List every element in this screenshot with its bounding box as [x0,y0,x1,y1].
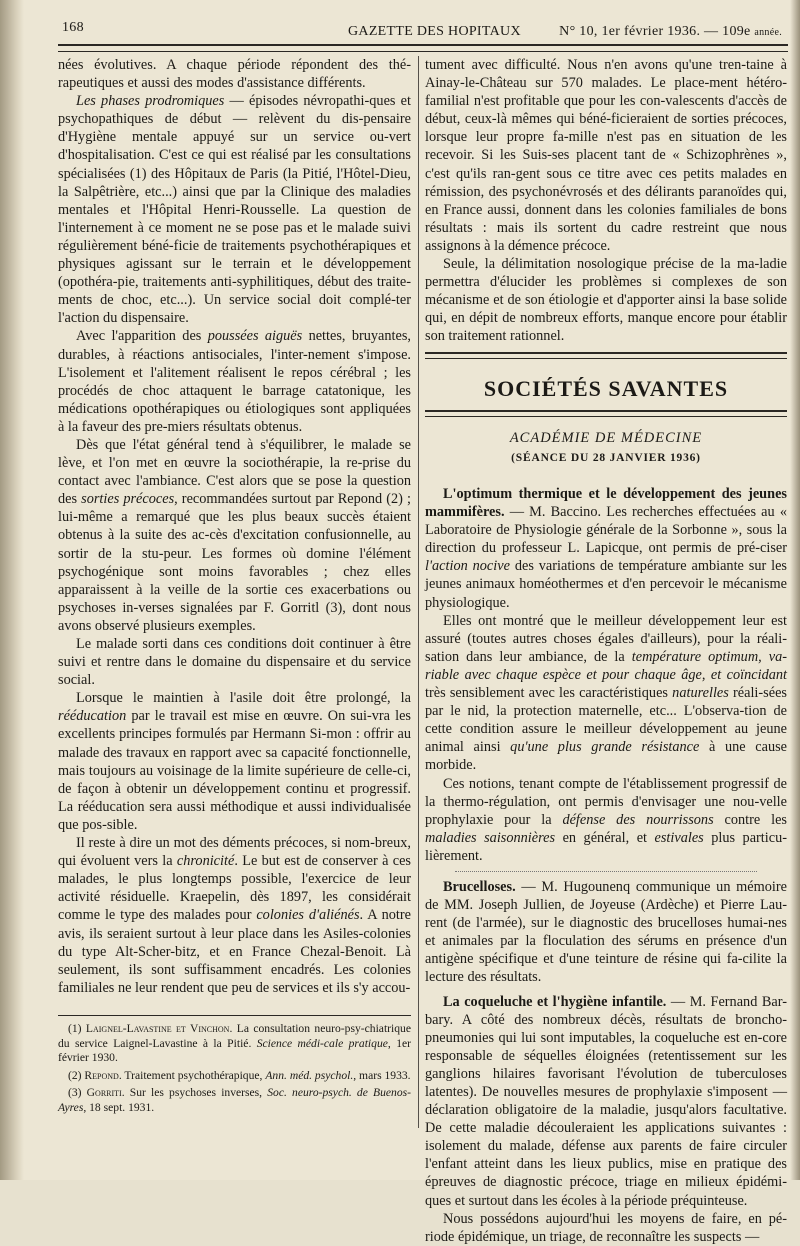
left-column [58,56,411,997]
page-edge-shadow-left [0,0,24,1180]
section-title: SOCIÉTÉS SAVANTES [483,376,729,401]
right-column-societes [425,485,787,1246]
paragraph: Seule, la délimitation nosologique précise de la ma-ladie permettra d'élucider les problèmes si complexes de son mécanisme et de son étiologie et d'apporter ainsi la base solide qui, en dépit de nombreux efforts, manque encore pour établir son traitement rationnel. [425,256,787,345]
paragraph: Le malade sorti dans ces conditions doit continuer à être suivi et rentre dans le domaine du dispensaire et du service social. [58,636,411,689]
footnote: (2) Repond. Traitement psychothérapique, Ann. méd. psychol., mars 1933. [68,1068,411,1082]
issue-info: N° 10, 1er février 1936. — 109e année. [559,24,782,39]
section-rule-bottom [425,410,787,417]
paragraph: tument avec difficulté. Nous n'en avons qu'une tren-taine à Ainay-le-Château sur 570 malades. Le place-ment hétéro-familial n'est profitable que pour les con-valescents d'accès de début, ceux-là mêmes qui béné-ficieraient de sorties précoces, lorsque leur propre fa-mille n'est pas en situation de les recevoir. Si les Suis-ses placent tant de « Schizophrènes », c'est qu'ils ran-gent sous ce titre avec ces petits malades en rémission, des psychonévrosés et des délirants paranoïdes qui, en France aussi, donnent dans les colonies familiales de bons résultats : mais ils sortent du cadre restreint que nous assignons à la démence précoce. [425,57,787,254]
footnote: (1) Laignel-Lavastine et Vinchon. La consultation neuro-psy-chiatrique du service Laignel-Lavastine à la Pitié. Science médi-cale pratique, 1er février 1930. [58,1022,411,1064]
right-column-top [425,56,787,346]
article-optimum: L'optimum thermique et le développement des jeunes mammifères. — M. Baccino. Les recherches effectuées au « Laboratoire de Physiologie générale de la Sorbonne », sous la direction du professeur L. Lapicque, ont permis de pré-ciser l'action nocive des variations de température ambiante sur les jeunes animaux homéothermes et d'en percevoir le mécanisme physiologique. [425,486,788,611]
paragraph: nées évolutives. A chaque période répondent des thé-rapeutiques et aussi des modes d'assistance différents. [58,57,411,92]
journal-title: GAZETTE DES HOPITAUX [348,24,521,39]
running-header [58,20,788,44]
paragraph: Nous possédons aujourd'hui les moyens de faire, en pé-riode épidémique, un triage, de reconnaître les suspects — [425,1210,787,1245]
page-number: 168 [62,20,84,35]
header-rule [58,44,788,52]
page-edge-shadow-right [790,0,800,1180]
article-separator [455,871,757,872]
paragraph: Il reste à dire un mot des déments précoces, si nom-breux, qui évoluent vers la chronicité. Le but est de conserver à ces malades, le plus longtemps possible, l'exercice de leur activité résiduelle. Kraepelin, dès 1897, les considérait comme le type des malades pour colonies d'aliénés. A notre avis, ils seraient surtout à leur place dans les Asiles-colonies du type Alt-Scher-bitz, et en France Chezal-Benoit. Là seulement, ils sont suffisamment encadrés. Les colonies familiales ne leur rendent que peu de services et ils s'y accou- [58,835,411,996]
article-coqueluche: La coqueluche et l'hygiène infantile. — M. Fernand Bar-bary. A côté des nombreux décès, résultats de broncho-pneumonies qui lui sont imputables, la coqueluche est en-core responsable de séquelles éloignées (retentissement sur les ganglions hilaires favorisant l'évolution de tuberculoses latentes). De nouvelles mesures de prophylaxie s'imposent — déclaration obligatoire de la maladie, jusqu'alors facultative. De cette maladie découleraient les applications suivantes : isolement du malade, défense aux parents de faire circuler l'enfant atteint dans les lieux publics, mise en pratique des épreuves de diagnostic précoce, triage en milieux épidémi-ques et surtout dans les écoles à la période préquinteuse. [425,993,787,1209]
paragraph: Ces notions, tenant compte de l'établissement progressif de la thermo-régulation, ont permis d'envisager une nou-velle prophylaxie pour la défense des nourrissons contre les maladies saisonnières en général, et estivales plus particu-lièrement. [425,775,788,864]
paragraph: Lorsque le maintien à l'asile doit être prolongé, la rééducation par le travail est mise en œuvre. On sui-vra les excellents principes formulés par Hermann Si-mon : offrir au malade des travaux en rapport avec sa capacité fonctionnelle, mais toujours au voisinage de la limite supérieure de celle-ci, de façon à obtenir un développement continu et progressif. La rééducation sera aussi méthodique et aussi individualisée que pos-sible. [58,690,411,833]
footnotes [58,1022,411,1118]
academy-heading: ACADÉMIE DE MÉDECINE [509,430,703,446]
footnote-rule [58,1015,411,1016]
paragraph: Avec l'apparition des poussées aiguës nettes, bruyantes, durables, à réactions antisociales, l'inter-nement s'impose. L'isolement et l'alitement réalisent le repos cérébral ; les procédés de choc attaquent le barrage catatonique, les médications opothérapiques ou étiologiques sont appliquées à la faveur des pre-miers résultats obtenus. [58,328,411,435]
paragraph: Dès que l'état général tend à s'équilibrer, le malade se lève, et l'on met en œuvre la sociothérapie, la re-prise du contact avec l'ambiance. C'est alors que se pose la question des sorties précoces, recommandées surtout par Repond (2) ; lui-même a remarqué que les plus beaux succès étaient obtenus à la suite des ac-cès d'excitation confusionnelle, au sortir de la stu-peur. Les formes où domine l'élément psychogénique sont moins favorables ; chez elles apparaissent à la veille de la sortie ces exacerbations ou psychoses in-verses signalées par F. Gorritl (3), dont nous avons observé plusieurs exemples. [58,436,411,634]
footnote: (3) Gorriti. Sur les psychoses inverses, Soc. neuro-psych. de Buenos-Ayres, 18 sept. 1931. [58,1086,412,1114]
session-date: (SÉANCE DU 28 JANVIER 1936) [511,452,701,464]
paragraph: Elles ont montré que le meilleur développement leur est assuré (toutes autres choses égales d'ailleurs), pour la réali-sation dans leur ambiance, de la température optimum, va-riable avec chaque espèce et pour chaque âge, et coïncidant très sensiblement avec les caractéristiques naturelles réali-sées par le nid, la protection maternelle, etc... L'observa-tion de cette condition assure le meilleur développement au jeune animal ainsi qu'une plus grande résistance à une cause morbide. [425,612,787,774]
column-rule [418,56,419,1128]
article-brucelloses: Brucelloses. — M. Hugounenq communique un mémoire de MM. Joseph Jullien, de Joyeuse (Ardèche) et Pierre Lau-rent (de l'armée), sur le diagnostic des brucelloses humai-nes et animales par la floculation des sérums en présence d'un antigène spécifique et d'une teinture de résine qui fa-cilite la lecture des résultats. [425,878,787,986]
section-rule-top [425,352,787,359]
paragraph: Les phases prodromiques — épisodes névropathi-ques et psychopathiques de début — relèvent du dis-pensaire d'Hygiène mentale appuyé sur un service ou-vert d'hospitalisation. C'est ce qui est réalisé par les consultations spécialisées (1) des Hôpitaux de Paris (la Pitié, l'Hôtel-Dieu, la Salpêtrière, etc...) ainsi que par la Clinique des maladies mentales et l'Hôpital Henri-Rousselle. La question de l'internement à ce moment ne se pose pas et le malade suivi régulièrement béné-ficie de traitements psychothérapiques et physiques agissant sur le terrain et le développement (opothéra-pie, traitements anti-syphilitiques, début des traite-ments de choc, etc...). Un service social doit complé-ter l'action du dispensaire. [58,93,411,327]
